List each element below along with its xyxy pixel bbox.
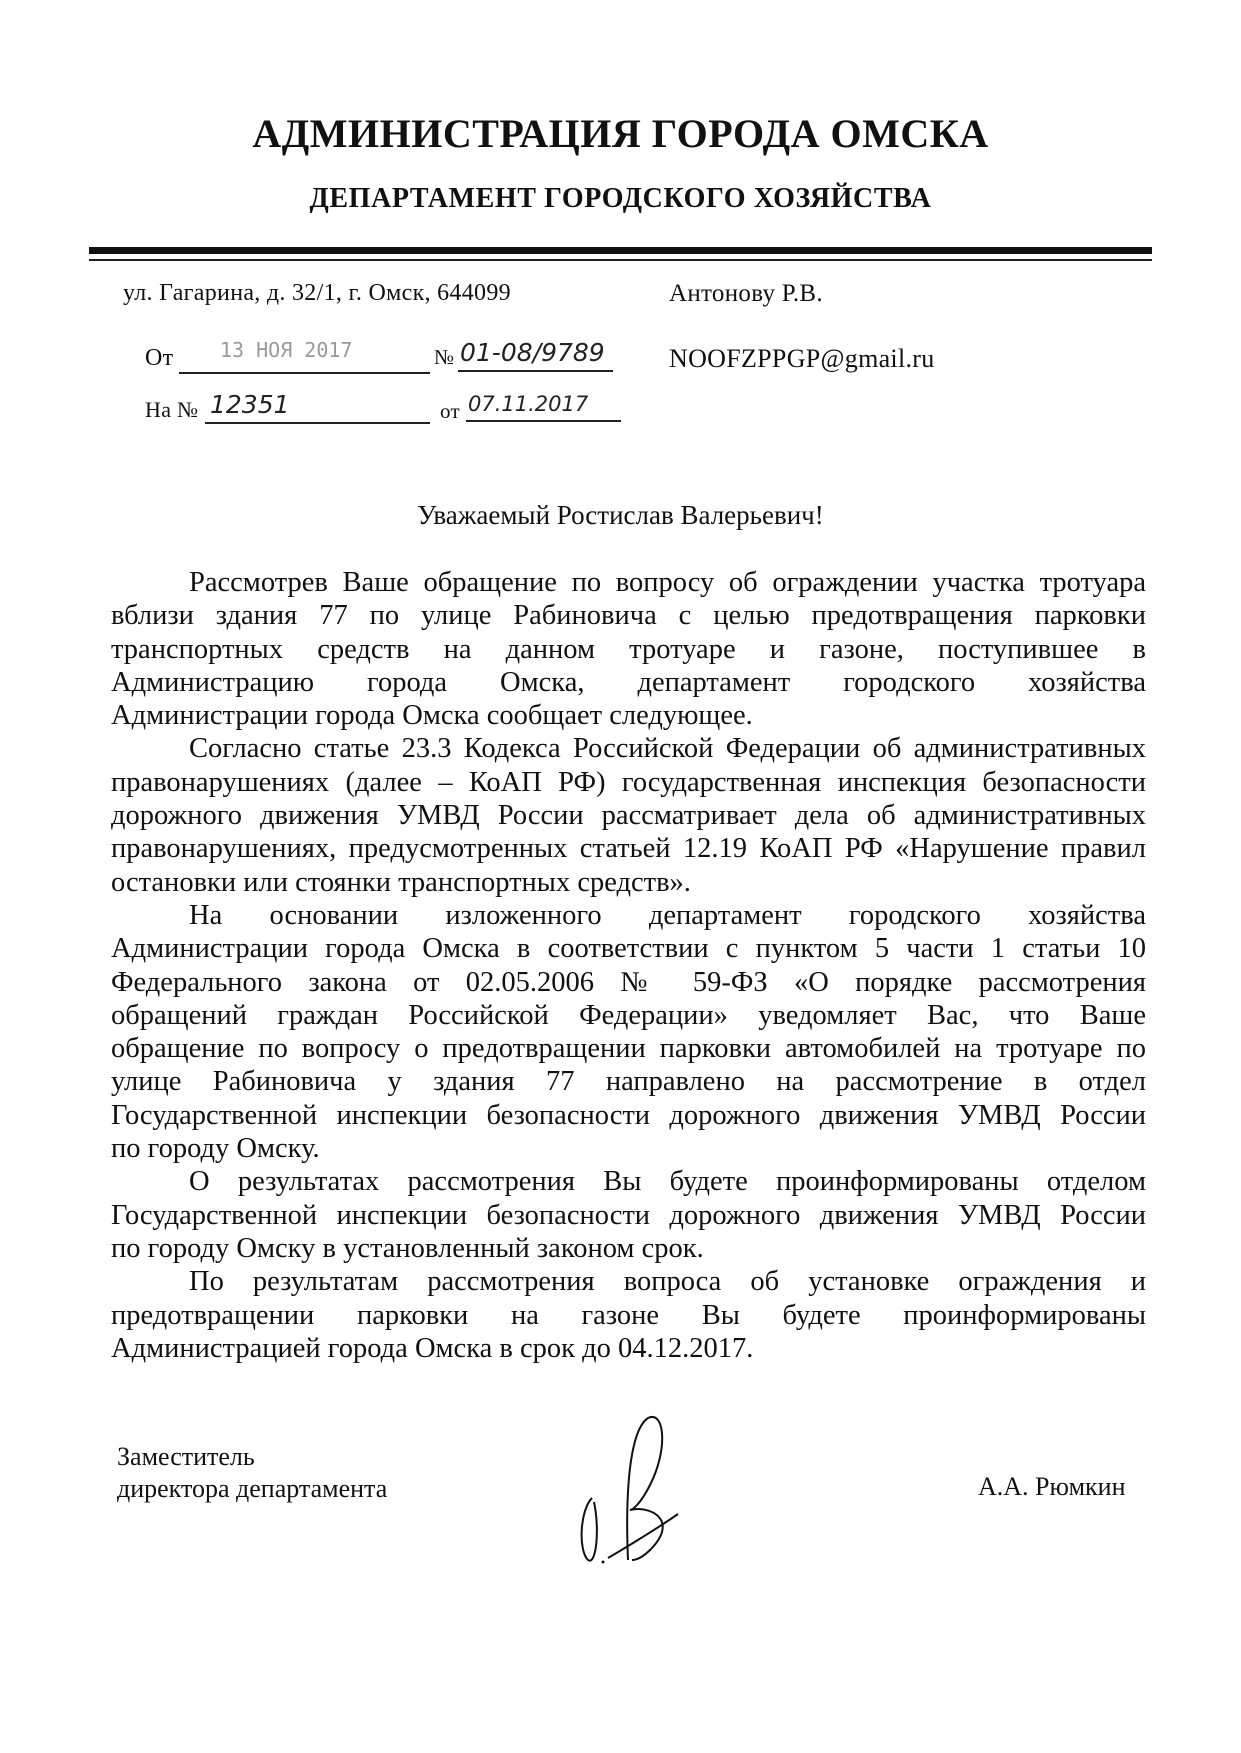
- header-rule-thin: [89, 259, 1152, 261]
- signatory-name: А.А. Рюмкин: [978, 1472, 1126, 1501]
- incoming-date: 07.11.2017: [468, 392, 589, 416]
- header-rule-thick: [89, 247, 1152, 254]
- department-title: ДЕПАРТАМЕНТ ГОРОДСКОГО ХОЗЯЙСТВА: [309, 183, 932, 214]
- paragraph-1-line: Администрацию города Омска, департамент городского хозяйства: [111, 666, 1146, 698]
- paragraph-5-line: Администрацией города Омска в срок до 04.12.2017.: [111, 1332, 754, 1364]
- incoming-date-underline: [466, 420, 621, 422]
- sender-address: ул. Гагарина, д. 32/1, г. Омск, 644099: [123, 280, 511, 306]
- incoming-number-label: На №: [145, 397, 199, 422]
- incoming-number: 12351: [210, 390, 290, 419]
- paragraph-3-line: обращений граждан Российской Федерации» уведомляет Вас, что Ваше: [111, 999, 1146, 1031]
- letter-body: [111, 566, 1146, 1365]
- incoming-number-underline: [205, 422, 430, 424]
- greeting: Уважаемый Ростислав Валерьевич!: [417, 500, 824, 530]
- paragraph-1-line: вблизи здания 77 по улице Рабиновича с целью предотвращения парковки: [111, 600, 1146, 632]
- paragraph-3-line: обращение по вопросу о предотвращении парковки автомобилей на тротуаре по: [111, 1033, 1146, 1065]
- paragraph-2-line: правонарушениях, предусмотренных статьей 12.19 КоАП РФ «Нарушение правил: [111, 833, 1146, 865]
- outgoing-number-underline: [458, 370, 613, 372]
- paragraph-2-line: остановки или стоянки транспортных средств».: [111, 866, 691, 898]
- outgoing-number: 01-08/9789: [460, 338, 605, 367]
- outgoing-date-stamp: 13 НОЯ 2017: [220, 338, 353, 362]
- recipient-name: Антонову Р.В.: [669, 280, 823, 307]
- paragraph-3-line: На основании изложенного департамент городского хозяйства: [189, 899, 1146, 931]
- incoming-date-label: от: [440, 399, 461, 423]
- paragraph-2-line: дорожного движения УМВД России рассматривает дела об административных: [111, 800, 1146, 832]
- paragraph-3-line: Федерального закона от 02.05.2006 № 59-ФЗ «О порядке рассмотрения: [111, 966, 1146, 998]
- paragraph-5-line: предотвращении парковки на газоне Вы будете проинформированы: [111, 1299, 1146, 1331]
- outgoing-number-label: №: [434, 345, 455, 369]
- organization-title: АДМИНИСТРАЦИЯ ГОРОДА ОМСКА: [252, 111, 989, 156]
- paragraph-1-line: транспортных средств на данном тротуаре и газоне, поступившее в: [111, 633, 1146, 665]
- paragraph-4-line: по городу Омску в установленный законом срок.: [111, 1232, 704, 1264]
- signatory-position-line1: Заместитель: [117, 1442, 255, 1471]
- paragraph-4-line: Государственной инспекции безопасности дорожного движения УМВД России: [111, 1199, 1146, 1231]
- signatory-position-line2: директора департамента: [117, 1474, 388, 1503]
- paragraph-3-line: Администрации города Омска в соответствии с пунктом 5 части 1 статьи 10: [111, 933, 1146, 965]
- paragraph-3-line: по городу Омску.: [111, 1133, 320, 1165]
- paragraph-2-line: Согласно статье 23.3 Кодекса Российской Федерации об административных: [189, 733, 1146, 765]
- outgoing-date-underline: [179, 372, 430, 374]
- outgoing-date-label: От: [145, 345, 174, 371]
- paragraph-4-line: О результатах рассмотрения Вы будете проинформированы отделом: [189, 1166, 1146, 1198]
- paragraph-5-line: По результатам рассмотрения вопроса об установке ограждения и: [189, 1266, 1146, 1298]
- paragraph-3-line: улице Рабиновича у здания 77 направлено на рассмотрение в отдел: [111, 1066, 1146, 1098]
- paragraph-1-line: Рассмотрев Ваше обращение по вопросу об ограждении участка тротуара: [189, 567, 1146, 598]
- handwritten-signature: [570, 1410, 710, 1570]
- recipient-email: NOOFZPPGP@gmail.ru: [669, 344, 935, 373]
- paragraph-1-line: Администрации города Омска сообщает следующее.: [111, 700, 753, 732]
- paragraph-2-line: правонарушениях (далее – КоАП РФ) государственная инспекция безопасности: [111, 766, 1146, 798]
- paragraph-3-line: Государственной инспекции безопасности дорожного движения УМВД России: [111, 1099, 1146, 1131]
